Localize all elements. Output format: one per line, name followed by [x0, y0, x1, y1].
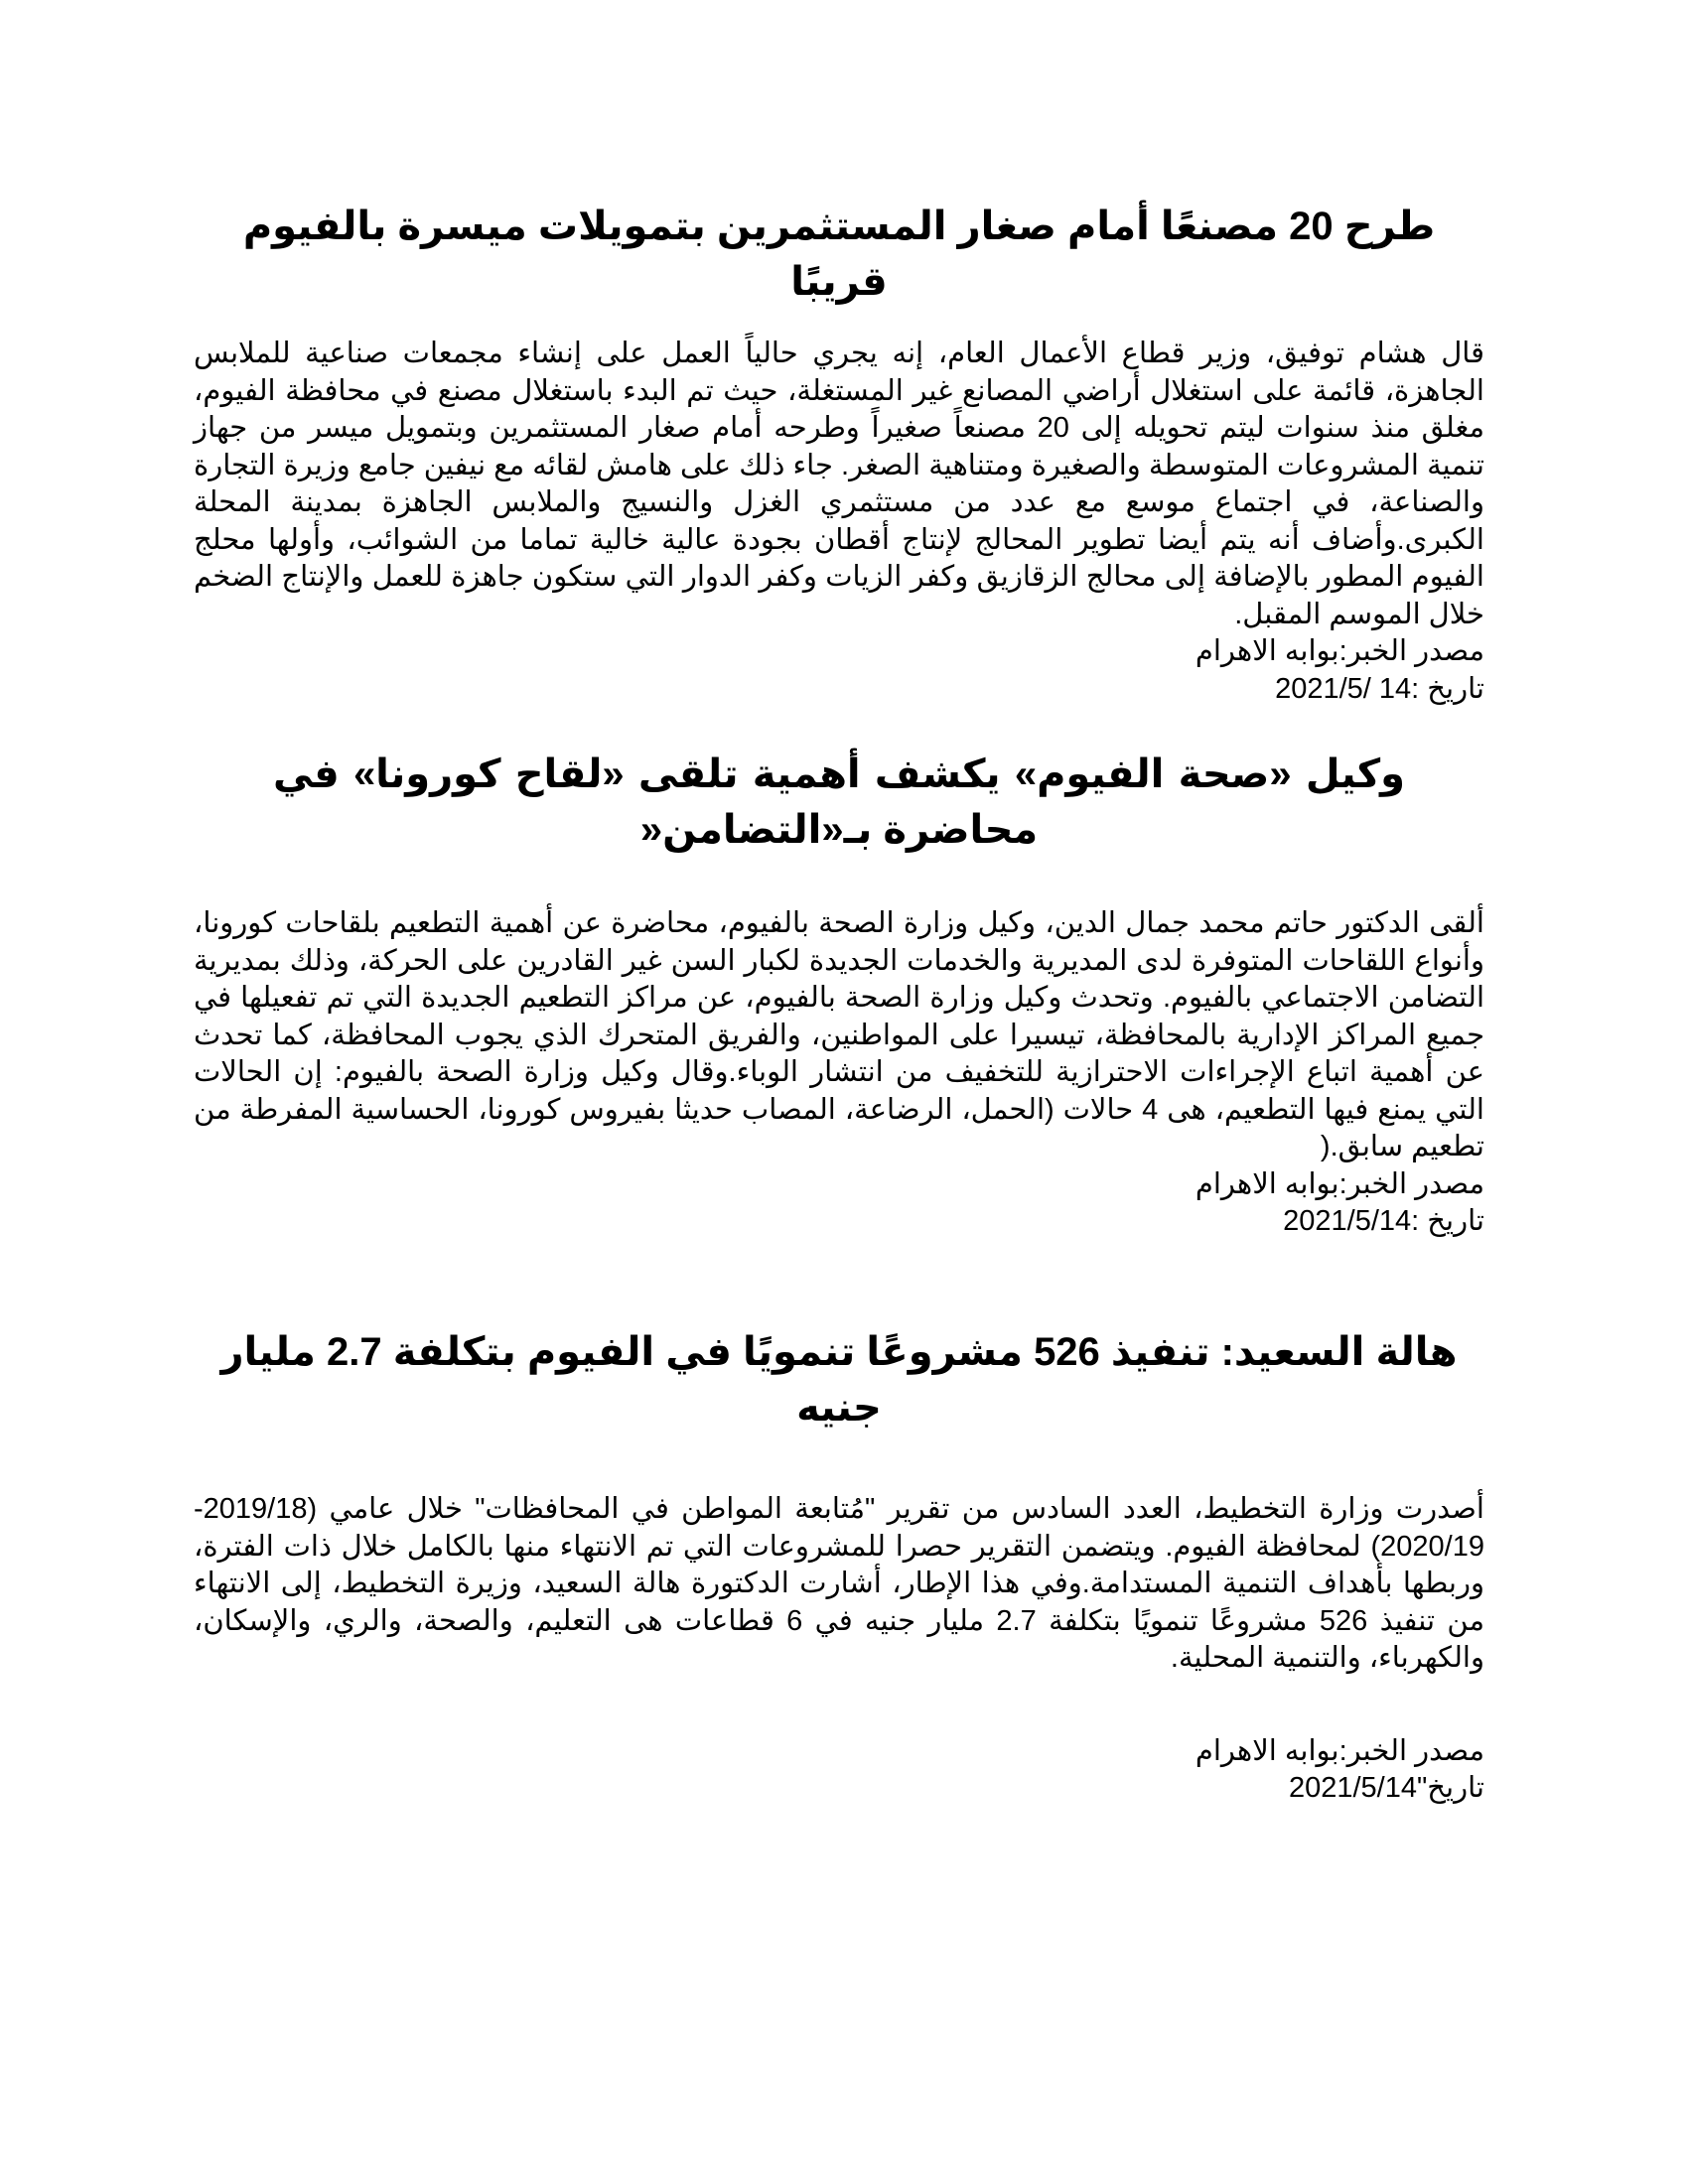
- news-article: [194, 1324, 1484, 1808]
- news-article: [194, 199, 1484, 708]
- article-headline: طرح 20 مصنعًا أمام صغار المستثمرين بتمويلات ميسرة بالفيوم قريبًا: [242, 205, 1436, 304]
- article-source: مصدر الخبر:بوابه الاهرام: [1195, 635, 1484, 667]
- article-source: مصدر الخبر:بوابه الاهرام: [1195, 1167, 1484, 1200]
- article-date: تاريخ :2021/5/14: [1283, 1205, 1484, 1237]
- article-body: ألقى الدكتور حاتم محمد جمال الدين، وكيل وزارة الصحة بالفيوم، محاضرة عن أهمية التطعيم بلقاحات كورونا، وأنواع اللقاحات المتوفرة لدى المديرية والخدمات الجديدة لكبار السن غير القادرين على الحركة، وذلك بمديرية التضامن الاجتماعي بالفيوم. وتحدث وكيل وزارة الصحة بالفيوم، عن مراكز التطعيم الجديدة التي تم تفعيلها في جميع المراكز الإدارية بالمحافظة، تيسيرا على المواطنين، والفريق المتحرك الذي يجوب المحافظة، كما تحدث عن أهمية اتباع الإجراءات الاحترازية للتخفيف من انتشار الوباء.وقال وكيل وزارة الصحة بالفيوم: إن الحالات التي يمنع فيها التطعيم، هى 4 حالات (الحمل، الرضاعة، المصاب حديثا بفيروس كورونا، الحساسية المفرطة من تطعيم سابق.(: [194, 907, 1484, 1162]
- article-date: تاريخ :14 /2021/5: [1275, 672, 1484, 705]
- article-date: تاريخ"2021/5/14: [1288, 1772, 1484, 1804]
- news-article: [194, 747, 1484, 1241]
- article-headline: هالة السعيد: تنفيذ 526 مشروعًا تنمويًا في الفيوم بتكلفة 2.7 مليار جنيه: [220, 1330, 1458, 1430]
- article-headline: وكيل «صحة الفيوم» يكشف أهمية تلقى «لقاح كورونا» في محاضرة بـ«التضامن«: [273, 752, 1405, 852]
- article-source: مصدر الخبر:بوابه الاهرام: [1195, 1734, 1484, 1767]
- article-body: قال هشام توفيق، وزير قطاع الأعمال العام، إنه يجري حالياً العمل على إنشاء مجمعات صناعية للملابس الجاهزة، قائمة على استغلال أراضي المصانع غير المستغلة، حيث تم البدء باستغلال مصنع في محافظة الفيوم، مغلق منذ سنوات ليتم تحويله إلى 20 مصنعاً صغيراً وطرحه أمام صغار المستثمرين وبتمويل ميسر من جهاز تنمية المشروعات المتوسطة والصغيرة ومتناهية الصغر. جاء ذلك على هامش لقائه مع نيفين جامع وزيرة التجارة والصناعة، في اجتماع موسع مع عدد من مستثمري الغزل والنسيج والملابس الجاهزة بمدينة المحلة الكبرى.وأضاف أنه يتم أيضا تطوير المحالج لإنتاج أقطان بجودة عالية خالية تماما من الشوائب، وأولها محلج الفيوم المطور بالإضافة إلى محالج الزقازيق وكفر الزيات وكفر الدوار التي ستكون جاهزة للعمل والإنتاج الضخم خلال الموسم المقبل.: [194, 338, 1484, 630]
- article-body: أصدرت وزارة التخطيط، العدد السادس من تقرير "مُتابعة المواطن في المحافظات" خلال عامي (2019/18- 2020/19) لمحافظة الفيوم. ويتضمن التقرير حصرا للمشروعات التي تم الانتهاء منها بالكامل خلال ذات الفترة، وربطها بأهداف التنمية المستدامة.وفي هذا الإطار، أشارت الدكتورة هالة السعيد، وزيرة التخطيط، إلى الانتهاء من تنفيذ 526 مشروعًا تنمويًا بتكلفة 2.7 مليار جنيه في 6 قطاعات هى التعليم، والصحة، والري، والإسكان، والكهرباء، والتنمية المحلية.: [194, 1493, 1484, 1674]
